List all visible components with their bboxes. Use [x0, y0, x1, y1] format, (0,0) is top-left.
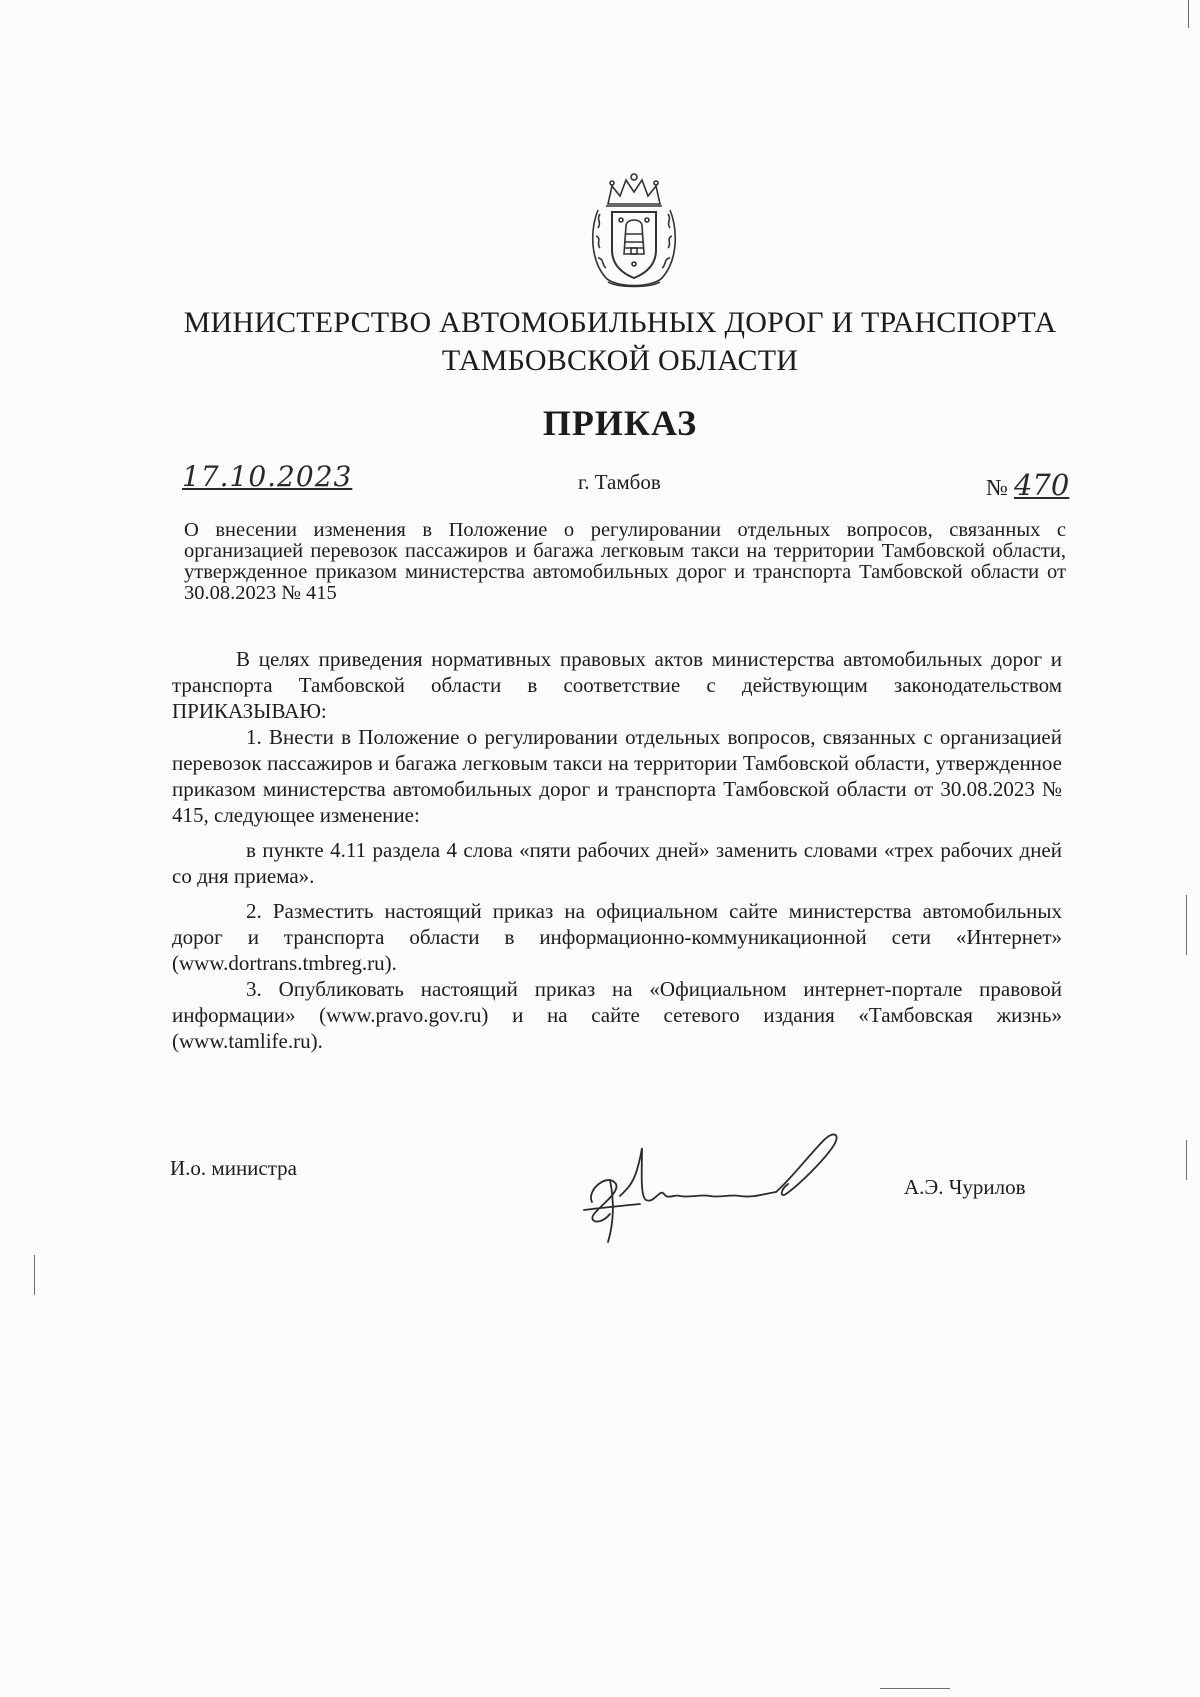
document-body [172, 646, 1062, 1054]
item-3-paragraph: 3. Опубликовать настоящий приказ на «Официальном интернет-портале правовой информации» (www.pravo.gov.ru) и на сайте сетевого издания «Тамбовская жизнь» (www.tamlife.ru). [172, 977, 1062, 1053]
number-label: № [986, 475, 1008, 500]
ministry-name-line2: ТАМБОВСКОЙ ОБЛАСТИ [441, 344, 799, 377]
item-1-change-paragraph: в пункте 4.11 раздела 4 слова «пяти рабочих дней» заменить словами «трех рабочих дней со дня приема». [172, 838, 1062, 888]
item-1-paragraph: 1. Внести в Положение о регулировании отдельных вопросов, связанных с организацией перевозок пассажиров и багажа легковым такси на территории Тамбовской области, утвержденное приказом министерства автомобильных дорог и транспорта Тамбовской области от 30.08.2023 № 415, следующее изменение: [172, 725, 1062, 827]
document-number [986, 468, 1069, 502]
scan-edge-mark [1186, 1140, 1187, 1180]
scan-edge-mark [1188, 0, 1189, 28]
document-date: 17.10.2023 [182, 460, 353, 493]
preamble-paragraph: В целях приведения нормативных правовых актов министерства автомобильных дорог и транспорта Тамбовской области в соответствие с действующим законодательством ПРИКАЗЫВАЮ: [172, 647, 1062, 723]
signatory-position: И.о. министра [170, 1156, 297, 1180]
signatory-name: А.Э. Чурилов [904, 1175, 1026, 1199]
scan-edge-mark [880, 1688, 950, 1689]
document-city: г. Тамбов [578, 470, 661, 494]
ministry-name-line1: МИНИСТЕРСТВО АВТОМОБИЛЬНЫХ ДОРОГ И ТРАНСПОРТА [183, 306, 1057, 339]
number-value: 470 [1013, 468, 1070, 502]
document-title: ПРИКАЗ [542, 403, 698, 443]
ministry-name [170, 304, 1070, 380]
coat-of-arms-emblem [588, 170, 680, 292]
scan-edge-mark [1186, 895, 1187, 955]
item-2-paragraph: 2. Разместить настоящий приказ на официальном сайте министерства автомобильных дорог и транспорта области в информационно-коммуникационной сети «Интернет» (www.dortrans.tmbreg.ru). [172, 899, 1062, 975]
document-subject: О внесении изменения в Положение о регулировании отдельных вопросов, связанных с организацией перевозок пассажиров и багажа легковым такси на территории Тамбовской области, утвержденное приказом министерства автомобильных дорог и транспорта Тамбовской области от 30.08.2023 № 415 [184, 519, 1066, 604]
handwritten-signature [580, 1110, 870, 1250]
scan-edge-mark [34, 1255, 35, 1295]
